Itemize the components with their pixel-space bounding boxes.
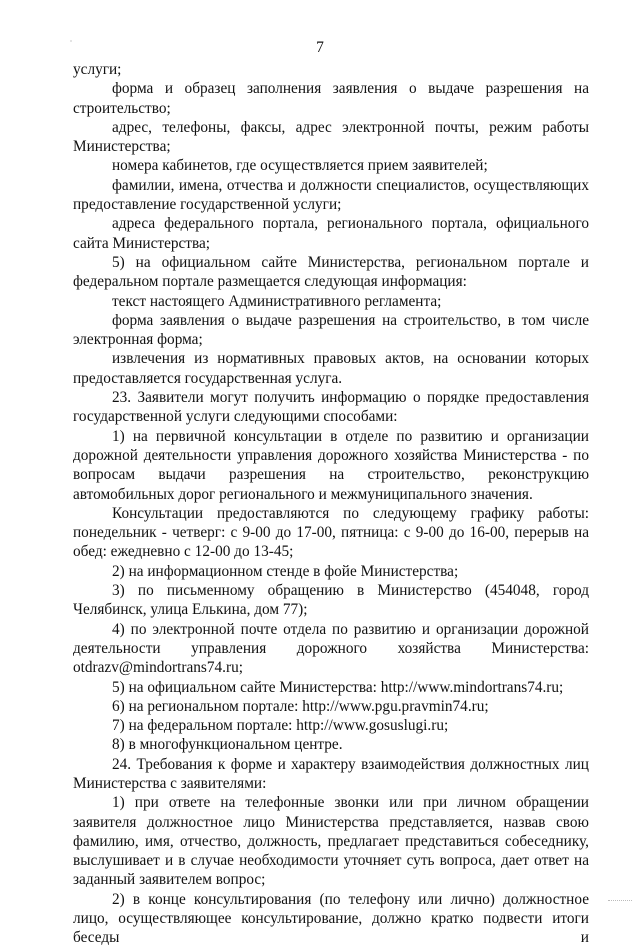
- paragraph: форма и образец заполнения заявления о выдаче разрешения на строительство;: [73, 80, 589, 117]
- paragraph: форма заявления о выдаче разрешения на строительство, в том числе электронная форма;: [73, 311, 589, 349]
- paragraph: 1) на первичной консультации в отделе по развитию и организации дорожной деятельности управления дорожного хозяйства Министерства - по вопросам выдачи разрешения на строительство, реконструкцию автомобильных дорог регионального и межмуниципального значения.: [73, 427, 589, 503]
- paragraph: 7) на федеральном портале: http://www.gosuslugi.ru;: [112, 717, 449, 735]
- paragraph: услуги;: [73, 61, 122, 78]
- paragraph: 5) на официальном сайте Министерства: http://www.mindortrans74.ru;: [112, 678, 564, 696]
- scan-artifact: [608, 898, 632, 901]
- paragraph: адреса федерального портала, регионального портала, официального сайта Министерства;: [73, 215, 589, 252]
- document-body: [73, 60, 589, 948]
- paragraph: фамилии, имена, отчества и должности специалистов, осуществляющих предоставление государственной услуги;: [73, 176, 589, 214]
- paragraph: текст настоящего Административного регламента;: [112, 292, 442, 310]
- paragraph: 6) на региональном портале: http://www.pgu.pravmin74.ru;: [112, 697, 489, 715]
- paragraph: 3) по письменному обращению в Министерство (454048, город Челябинск, улица Елькина, дом 77);: [73, 582, 589, 619]
- paragraph: 2) в конце консультирования (по телефону или лично) должностное лицо, осуществляющее консультирование, должно кратко подвести итоги беседы и: [73, 890, 589, 947]
- paragraph: 8) в многофункциональном центре.: [112, 736, 343, 754]
- page-number: 7: [316, 39, 324, 56]
- paragraph: 23. Заявители могут получить информацию о порядке предоставления государственной услуги следующими способами:: [73, 389, 589, 426]
- paragraph: 4) по электронной почте отдела по развитию и организации дорожной деятельности управления дорожного хозяйства Министерства: otdrazv@mindortrans74.ru;: [73, 620, 589, 677]
- paragraph: 24. Требования к форме и характеру взаимодействия должностных лиц Министерства с заявителями:: [73, 755, 589, 792]
- paragraph: номера кабинетов, где осуществляется прием заявителей;: [112, 157, 488, 175]
- paragraph: адрес, телефоны, факсы, адрес электронной почты, режим работы Министерства;: [73, 118, 589, 156]
- paragraph: 5) на официальном сайте Министерства, региональном портале и федеральном портале размещается следующая информация:: [73, 253, 589, 291]
- paragraph: извлечения из нормативных правовых актов, на основании которых предоставляется государственная услуга.: [73, 350, 589, 387]
- paragraph: Консультации предоставляются по следующему графику работы: понедельник - четверг: с 9-00 до 17-00, пятница: с 9-00 до 16-00, перерыв на обед: ежедневно с 12-00 до 13-45;: [73, 504, 589, 561]
- paragraph: 2) на информационном стенде в фойе Министерства;: [112, 562, 459, 580]
- paragraph: 1) при ответе на телефонные звонки или при личном обращении заявителя должностное лицо Министерства представляется, назвав свою фамилию, имя, отчество, должность, предлагает представиться собеседнику, выслушивает и в случае необходимости уточняет суть вопроса, дает ответ на заданный заявителем вопрос;: [73, 794, 589, 889]
